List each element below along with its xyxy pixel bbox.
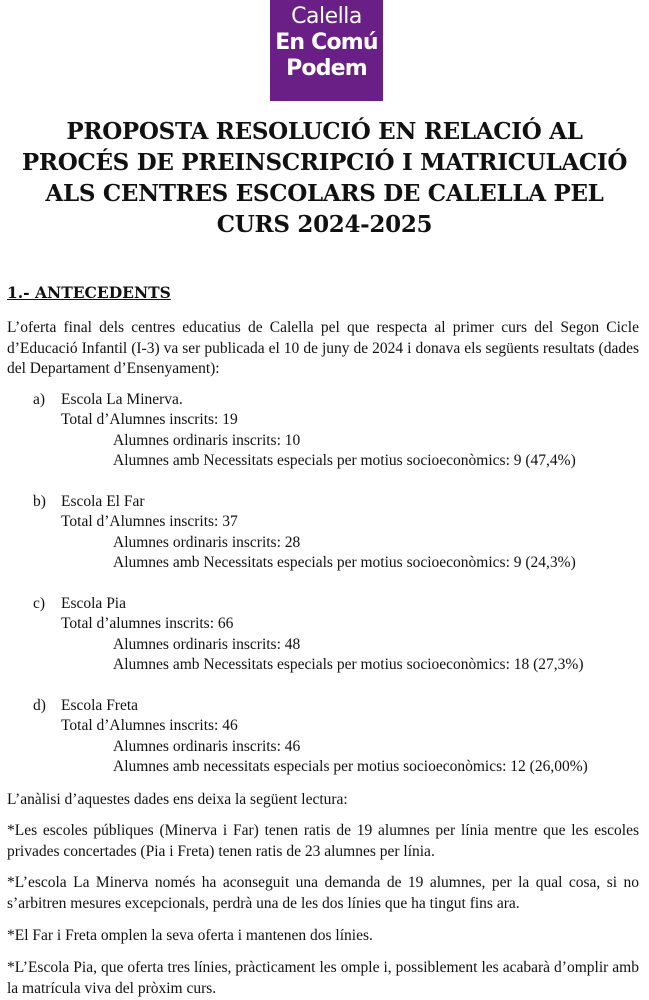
school-ordinary: Alumnes ordinaris inscrits: 28 (113, 534, 301, 551)
list-marker: c) (33, 595, 46, 612)
analysis-point: *El Far i Freta omplen la seva oferta i mantenen dos línies. (7, 927, 373, 944)
school-total: Total d’Alumnes inscrits: 46 (61, 717, 238, 734)
school-special: Alumnes amb Necessitats especials per motius socioeconòmics: 18 (27,3%) (113, 656, 584, 673)
school-special: Alumnes amb Necessitats especials per motius socioeconòmics: 9 (47,4%) (113, 452, 576, 469)
party-logo (270, 0, 383, 101)
school-special: Alumnes amb Necessitats especials per motius socioeconòmics: 9 (24,3%) (113, 554, 576, 571)
school-name: Escola Pia (61, 595, 126, 612)
school-ordinary: Alumnes ordinaris inscrits: 10 (113, 432, 301, 449)
school-name: Escola La Minerva. (61, 391, 183, 408)
school-total: Total d’Alumnes inscrits: 37 (61, 513, 238, 530)
school-ordinary: Alumnes ordinaris inscrits: 46 (113, 738, 301, 755)
intro-paragraph: L’oferta final dels centres educatius de Calella pel que respecta al primer curs del Segon Cicle d’Educació Infantil (I-3) va ser publicada el 10 de juny de 2024 i donava els següents resultats (dades del Departament d’Ensenyament): (7, 319, 639, 377)
analysis-intro: L’anàlisi d’aquestes dades ens deixa la següent lectura: (7, 791, 348, 808)
title-line: CURS 2024-2025 (216, 211, 433, 238)
list-marker: d) (33, 697, 46, 714)
logo-line-1: Calella (291, 4, 362, 29)
list-marker: b) (33, 493, 46, 510)
title-line: PROPOSTA RESOLUCIÓ EN RELACIÓ AL (66, 118, 583, 145)
title-line: PROCÉS DE PREINSCRIPCIÓ I MATRICULACIÓ (21, 149, 628, 176)
school-name: Escola Freta (61, 697, 139, 714)
analysis-point: *L’escola La Minerva només ha aconseguit una demanda de 19 alumnes, per la qual cosa, si no s’arbitren mesures excepcionals, perdrà una de les dos línies que ha tingut fins ara. (7, 874, 639, 912)
school-total: Total d’Alumnes inscrits: 19 (61, 411, 238, 428)
school-name: Escola El Far (61, 493, 145, 510)
school-ordinary: Alumnes ordinaris inscrits: 48 (113, 636, 301, 653)
logo-line-2: En Comú (275, 30, 378, 55)
logo-line-3: Podem (286, 56, 367, 81)
section-heading: 1.- ANTECEDENTS (7, 283, 171, 302)
document-title (10, 116, 639, 240)
title-line: ALS CENTRES ESCOLARS DE CALELLA PEL (45, 180, 604, 207)
analysis-point: *L’Escola Pia, que oferta tres línies, pràcticament les omple i, possiblement les acabarà d’omplir amb la matrícula viva del pròxim curs. (7, 959, 639, 997)
school-total: Total d’alumnes inscrits: 66 (61, 615, 234, 632)
list-marker: a) (33, 391, 46, 408)
analysis-point: *Les escoles públiques (Minerva i Far) tenen ratis de 19 alumnes per línia mentre que les escoles privades concertades (Pia i Freta) tenen ratis de 23 alumnes per línia. (7, 822, 639, 860)
school-special: Alumnes amb necessitats especials per motius socioeconòmics: 12 (26,00%) (113, 758, 588, 775)
